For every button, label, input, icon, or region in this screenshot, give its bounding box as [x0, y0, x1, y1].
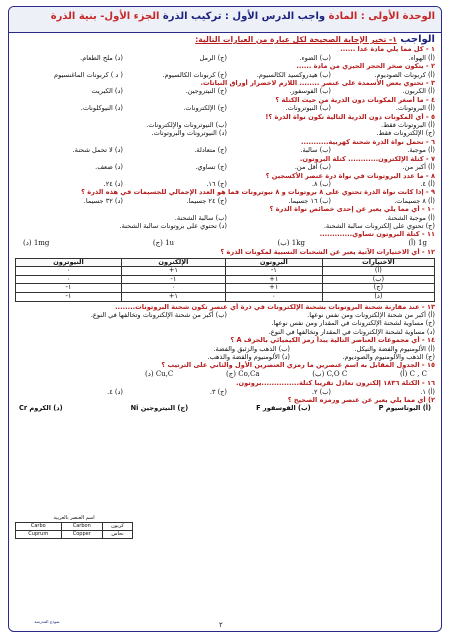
q1-option-c[interactable]: (ج) الرمل: [199, 53, 227, 62]
q15-option-d[interactable]: (د) Cu,C: [145, 369, 174, 378]
q7-option-d[interactable]: (د) ضعف.: [95, 163, 123, 172]
q2-option-d[interactable]: ( د ) كربونات الماغنسيوم: [54, 70, 123, 79]
charges-cell: ١+: [121, 292, 225, 301]
charges-cell: ١+: [225, 275, 322, 284]
q10-option-b[interactable]: (ب) سالبة الشحنة.: [174, 213, 227, 222]
q5-option-d[interactable]: (د) النيوترونات والبروتونات.: [151, 129, 227, 138]
element-name-cell: نحاس: [102, 531, 132, 539]
q3-options: [15, 87, 435, 95]
charges-cell: ٠: [16, 267, 122, 276]
q1-option-a[interactable]: (أ) الهواء.: [408, 53, 435, 62]
q11-option-b[interactable]: (ب) 1kg: [277, 238, 305, 247]
q14-option-a[interactable]: (أ) الألومنيوم والفضة والنيكل.: [354, 344, 435, 353]
table-row: [16, 531, 133, 539]
question-14: ١٤ - أي مجموعات العناصر التالية يبدأ رمز الكيميائي بالحرف A ؟: [230, 336, 435, 345]
question-12: ١٢ - أي الاختيارات الآتية يعبر عن الشحنات النسبية لمكونات الذرة ؟: [220, 248, 435, 257]
questions-body: [9, 33, 441, 413]
q8-option-b[interactable]: (ب) ٨.: [311, 179, 331, 188]
q3-option-c[interactable]: (ج) النيتروجين.: [185, 87, 227, 96]
q7-options: [15, 163, 435, 171]
q11-option-c[interactable]: (ج) 1u: [152, 238, 175, 247]
q13-option-d[interactable]: (د) مساوية لشحنة الإلكترونات في المقدار وتخالفها في النوع.: [268, 327, 435, 336]
charges-cell: ١-: [16, 292, 122, 301]
q6-option-b[interactable]: (ب) سالبة.: [300, 146, 331, 155]
homework-label: الواجب: [400, 34, 435, 45]
question-3: ٣ - تحتوي بعض الأسمدة على عنصر ........ اللازم لاخضرار أوراق النباتات.: [200, 79, 435, 88]
charges-cell: ١-: [16, 284, 122, 293]
question-5: ٥ - أي المكونات دون الذرية التالية تكون نواة الذرة ؟!: [265, 112, 435, 121]
charges-cell: ٠: [16, 275, 122, 284]
element-name-cell: كربون: [102, 523, 132, 531]
q9-option-b[interactable]: (ب) ١٦ جسيما.: [288, 196, 331, 205]
charges-cell: (ب): [322, 275, 434, 284]
charges-cell: (د): [322, 292, 434, 301]
q14-options-row-2: [15, 353, 435, 361]
charges-cell: (أ): [322, 267, 434, 276]
elements-name-table: [15, 515, 133, 540]
table-row[interactable]: [16, 267, 435, 276]
question-10: ١٠ - أي مما يلي يعبر عن إحدى خصائص نواة الذرة ؟: [269, 205, 435, 214]
q9-option-d[interactable]: (د) ٣٢ جسيما.: [83, 196, 123, 205]
q16-option-c[interactable]: (ج) ٣.: [209, 387, 227, 396]
q4-option-b[interactable]: (ب) النيوترونات.: [285, 104, 331, 113]
q14-options-row-1: [15, 345, 435, 353]
q9-option-a[interactable]: (أ) ٨ جسيمات.: [394, 196, 435, 205]
q3-option-a[interactable]: (أ) الكربون.: [402, 87, 435, 96]
q15-option-a[interactable]: (أ) C , C: [399, 369, 427, 378]
q14-option-b[interactable]: (ب) الذهب والزئبق والفضة.: [213, 344, 290, 353]
charges-cell: ١+: [121, 267, 225, 276]
question-7: ٧ - كتلة الإلكترون............ كتلة البروتون.: [299, 154, 435, 163]
q5-option-a[interactable]: (أ) البروتونات فقط.: [381, 121, 435, 130]
school-logo: نموذج المدرسة: [34, 619, 60, 624]
table-row[interactable]: [16, 292, 435, 301]
q11-option-d[interactable]: (د) 1mg: [23, 238, 50, 247]
q1-options: [15, 54, 435, 62]
q8-option-a[interactable]: (أ) ٤.: [420, 179, 435, 188]
q8-options: [15, 180, 435, 188]
q17-option-c[interactable]: (ج) النيتروجين Ni: [130, 404, 189, 413]
q4-option-a[interactable]: (أ) البروتونات.: [395, 104, 435, 113]
charges-header-cell: الإلكترون: [121, 258, 225, 267]
charges-header-cell: النيوترون: [16, 258, 122, 267]
question-11: ١١ - كتلة البروتون تساوي.............: [319, 230, 435, 239]
charges-header-cell: الاختيارات: [322, 258, 434, 267]
q4-options: [15, 104, 435, 112]
q1-option-d[interactable]: (د) ملح الطعام.: [80, 53, 123, 62]
q7-option-a[interactable]: (أ) أكبر من.: [402, 163, 435, 172]
q10-options-row-2: [15, 222, 435, 230]
q14-option-c[interactable]: (ج) الذهب والألومنيوم والصوديوم.: [342, 352, 435, 361]
charges-cell: (ج): [322, 284, 434, 293]
q16-option-b[interactable]: (ب) ٢.: [311, 387, 331, 396]
q17-option-b[interactable]: (ب) الفوسفور F: [256, 404, 311, 413]
q6-option-a[interactable]: (أ) موجبة.: [407, 146, 435, 155]
part-title: الجزء الأول- بنية الذرة: [50, 11, 160, 22]
table-row: [16, 523, 133, 531]
q4-option-c[interactable]: (ج) الإلكترونات.: [183, 104, 227, 113]
q10-option-a[interactable]: (أ) موجبة الشحنة.: [385, 213, 435, 222]
q15-options: [15, 370, 435, 379]
worksheet-page: [8, 6, 442, 632]
q16-option-a[interactable]: (أ) ١.: [420, 387, 435, 396]
q14-option-d[interactable]: (د) الألومنيوم والفضة والذهب.: [207, 352, 290, 361]
q10-options-row-1: [15, 214, 435, 222]
charges-table-header: [16, 258, 435, 267]
question-2: ٢ - يتكون صخر الحجر الجيري من مادة ......: [296, 62, 435, 71]
q2-option-b[interactable]: (ب) هيدروكسيد الكالسيوم.: [256, 70, 331, 79]
page-number: ٢: [219, 621, 223, 629]
unit-title: الوحدة الأولى : المادة: [328, 11, 435, 22]
q6-option-d[interactable]: (د) لا تحمل شحنة.: [72, 146, 123, 155]
q13-option-b[interactable]: (ب) أكبر من شحنة الإلكترونات وتخالفها في النوع.: [90, 310, 227, 319]
q13-option-a[interactable]: (أ) أكبر من شحنة الإلكترونات ومن نفس نوعها.: [307, 310, 435, 319]
q9-option-c[interactable]: (ج) ٢٤ جسيما.: [186, 196, 227, 205]
q2-options: [15, 71, 435, 79]
q13-option-c[interactable]: (ج) مساوية لشحنة الإلكترونات في المقدار ومن نفس نوعها.: [271, 319, 435, 328]
q10-option-c[interactable]: (ج) تحتوي على إلكترونات سالبة الشحنة.: [323, 221, 435, 230]
q16-option-d[interactable]: (د) ٤.: [107, 387, 123, 396]
element-name-cell: Carbon: [61, 523, 102, 531]
question-16: ١٦ - الكتلة ١٨٣٦ إلكترون تعادل تقريبا كتلة...............بروتون.: [236, 379, 435, 388]
lesson-title: واجب الدرس الأول : تركيب الذرة: [162, 11, 326, 22]
charges-table: [15, 258, 435, 302]
q13-options-row-2: [15, 319, 435, 327]
question-9: ٩ - إذا كانت نواة الذرة تحتوي على ٨ بروتونات و ٨ نيوترونات فما هو العدد الإجمالي للجسيمات في هذه الذرة ؟: [81, 188, 435, 197]
q5-option-c[interactable]: (ج) الإلكترونات فقط.: [376, 129, 435, 138]
q17-option-a[interactable]: (أ) البوتاسيوم P: [378, 404, 431, 413]
q9-options: [15, 197, 435, 205]
question-13: ١٣ - عند مقارنة شحنة البروتونات بشحنة الإلكترونات في ذرة أي عنصر تكون شحنة البروتونات........: [115, 302, 435, 311]
charges-cell: ١+: [225, 284, 322, 293]
charges-cell: ١-: [225, 267, 322, 276]
q11-option-a[interactable]: (أ) 1g: [408, 238, 427, 247]
q5-options-row-2: [15, 129, 435, 137]
q11-options: [15, 239, 435, 248]
page-title: [9, 7, 441, 33]
question-list: [15, 45, 435, 248]
q5-option-b[interactable]: (ب) النيوترونات والإلكترونات.: [146, 121, 227, 130]
q17-option-d[interactable]: (د) الكروم Cr: [19, 404, 63, 413]
q3-option-d[interactable]: (د) الكبريت: [91, 87, 123, 96]
table-row[interactable]: [16, 275, 435, 284]
charges-cell: ٠: [225, 292, 322, 301]
element-name-cell: Copper: [61, 531, 102, 539]
question-15: ١٥ - الجدول المقابل به اسم عنصرين ما رمزي العنصرين الأول والثاني على الترتيب ؟: [161, 361, 435, 370]
q5-options-row-1: [15, 121, 435, 129]
q13-options-row-3: [15, 328, 435, 336]
q8-option-c[interactable]: (ج) ١٦.: [206, 179, 227, 188]
charges-cell: ٠: [121, 284, 225, 293]
question-1: ١ - كل مما يلي مادة عدا ......: [340, 45, 435, 54]
q2-option-c[interactable]: (ج) كربونات الكالسيوم.: [162, 70, 227, 79]
question-4: ٤ - ما أصغر المكونات دون الذرية من حيث الكتلة ؟: [275, 95, 435, 104]
q3-option-b[interactable]: (ب) الفوسفور.: [289, 87, 331, 96]
q7-option-b[interactable]: (ب) أقل من.: [294, 163, 331, 172]
element-name-cell: Carbo: [16, 523, 62, 531]
q17-options: [15, 404, 435, 412]
q8-option-d[interactable]: (د) ٢٤.: [103, 179, 123, 188]
q1-option-b[interactable]: (ب) الضوء.: [299, 53, 331, 62]
q6-options: [15, 146, 435, 154]
homework-instruction: ١- تخير الإجابة الصحيحة لكل عبارة من العبارات التالية:: [195, 35, 397, 44]
element-name-cell: Cuprum: [16, 531, 62, 539]
q15-option-c[interactable]: (ج) Co,Ca: [226, 369, 260, 378]
q15-option-b[interactable]: (ب) C,O C: [312, 369, 348, 378]
elements-table-caption: اسم العنصر بالعربية: [53, 515, 95, 521]
question-17: ٢) أي مما يلي يعبر عن عنصر ورمزه الصحيح ؟: [287, 396, 435, 404]
q7-option-c[interactable]: (ج) تساوي.: [195, 163, 227, 172]
homework-heading: [15, 36, 435, 44]
q16-options: [15, 388, 435, 396]
q4-option-d[interactable]: (د) النيوكلونات.: [80, 104, 123, 113]
q10-option-d[interactable]: (د) تحتوي على بروتونات سالبة الشحنة.: [119, 221, 227, 230]
charges-header-cell: البروتون: [225, 258, 322, 267]
q13-options-row-1: [15, 311, 435, 319]
q6-option-c[interactable]: (ج) متعادلة.: [194, 146, 227, 155]
question-6: ٦ - تحمل نواة الذرة شحنة كهربية...........: [300, 137, 435, 146]
question-8: ٨ - ما عدد البروتونات في نواة ذرة عنصر الأكسجين ؟: [265, 171, 435, 180]
table-row[interactable]: [16, 284, 435, 293]
charges-cell: ١-: [121, 275, 225, 284]
q2-option-a[interactable]: (أ) كربونات الصوديوم.: [374, 70, 435, 79]
